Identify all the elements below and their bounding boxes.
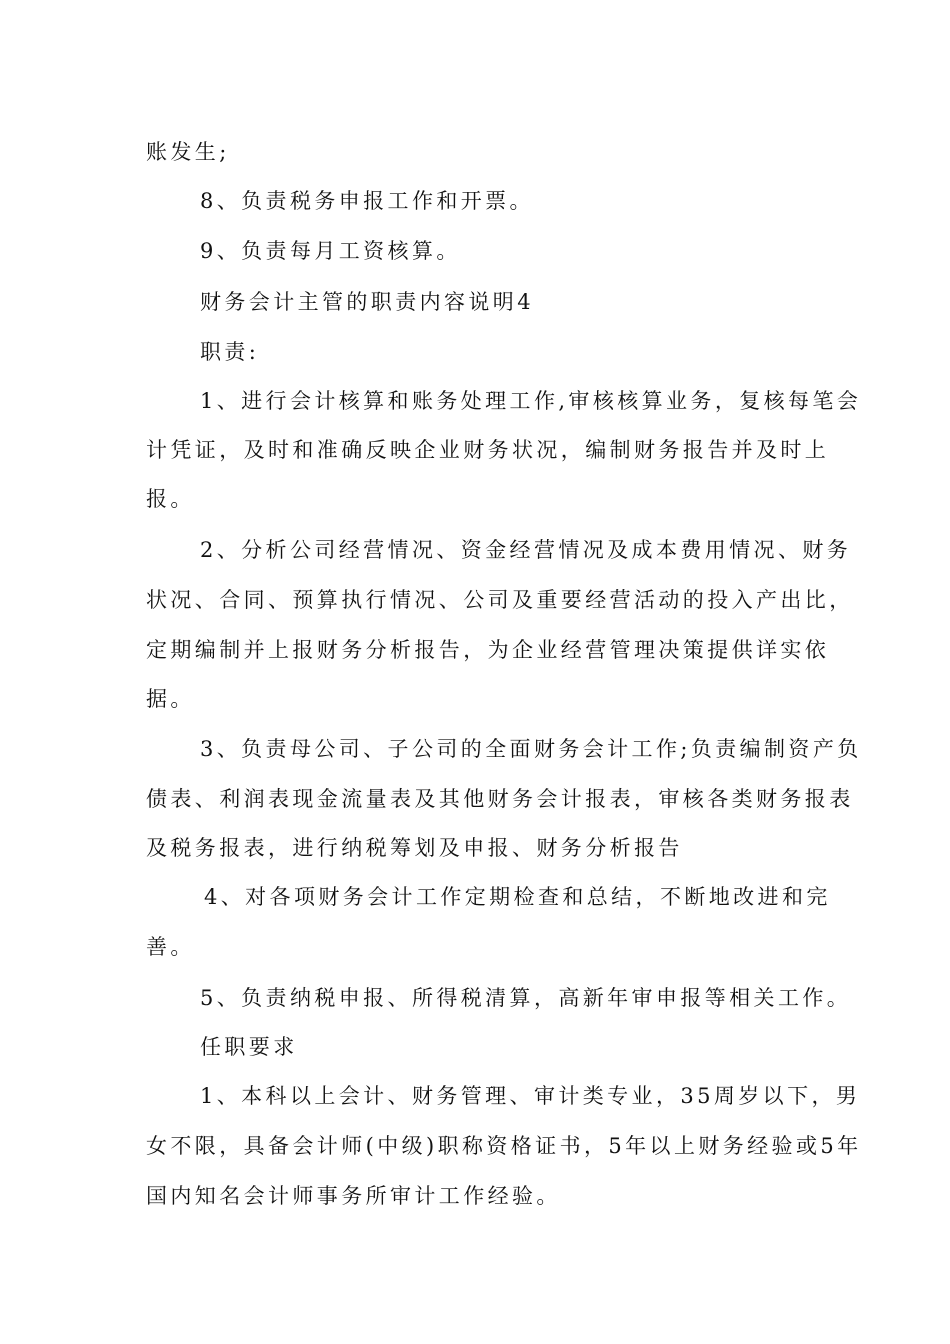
section-heading: 财务会计主管的职责内容说明4 (200, 290, 534, 314)
text-line: 8、负责税务申报工作和开票。 (200, 189, 534, 213)
text-line: 计凭证，及时和准确反映企业财务状况，编制财务报告并及时上 (146, 438, 830, 462)
text-line: 9、负责每月工资核算。 (200, 239, 461, 263)
subheading: 职责: (200, 340, 260, 364)
text-line: 国内知名会计师事务所审计工作经验。 (146, 1184, 561, 1208)
text-line: 2、分析公司经营情况、资金经营情况及成本费用情况、财务 (200, 538, 852, 562)
text-line: 善。 (146, 935, 195, 959)
text-line: 1、本科以上会计、财务管理、审计类专业，35周岁以下，男 (200, 1084, 861, 1108)
text-line: 定期编制并上报财务分析报告，为企业经营管理决策提供详实依 (146, 638, 830, 662)
section-heading: 任职要求 (200, 1035, 298, 1059)
text-line: 5、负责纳税申报、所得税清算，高新年审申报等相关工作。 (200, 986, 852, 1010)
text-line: 状况、合同、预算执行情况、公司及重要经营活动的投入产出比， (146, 588, 854, 612)
text-line: 女不限，具备会计师(中级)职称资格证书，5年以上财务经验或5年 (146, 1134, 862, 1158)
text-line: 3、负责母公司、子公司的全面财务会计工作;负责编制资产负 (200, 737, 862, 761)
text-line: 债表、利润表现金流量表及其他财务会计报表，审核各类财务报表 (146, 787, 854, 811)
text-line: 4、对各项财务会计工作定期检查和总结，不断地改进和完 (204, 885, 831, 909)
text-line: 报。 (146, 487, 195, 511)
text-line: 账发生; (146, 140, 230, 164)
text-line: 据。 (146, 687, 195, 711)
text-line: 1、进行会计核算和账务处理工作,审核核算业务，复核每笔会 (200, 389, 862, 413)
text-line: 及税务报表，进行纳税筹划及申报、财务分析报告 (146, 836, 683, 860)
